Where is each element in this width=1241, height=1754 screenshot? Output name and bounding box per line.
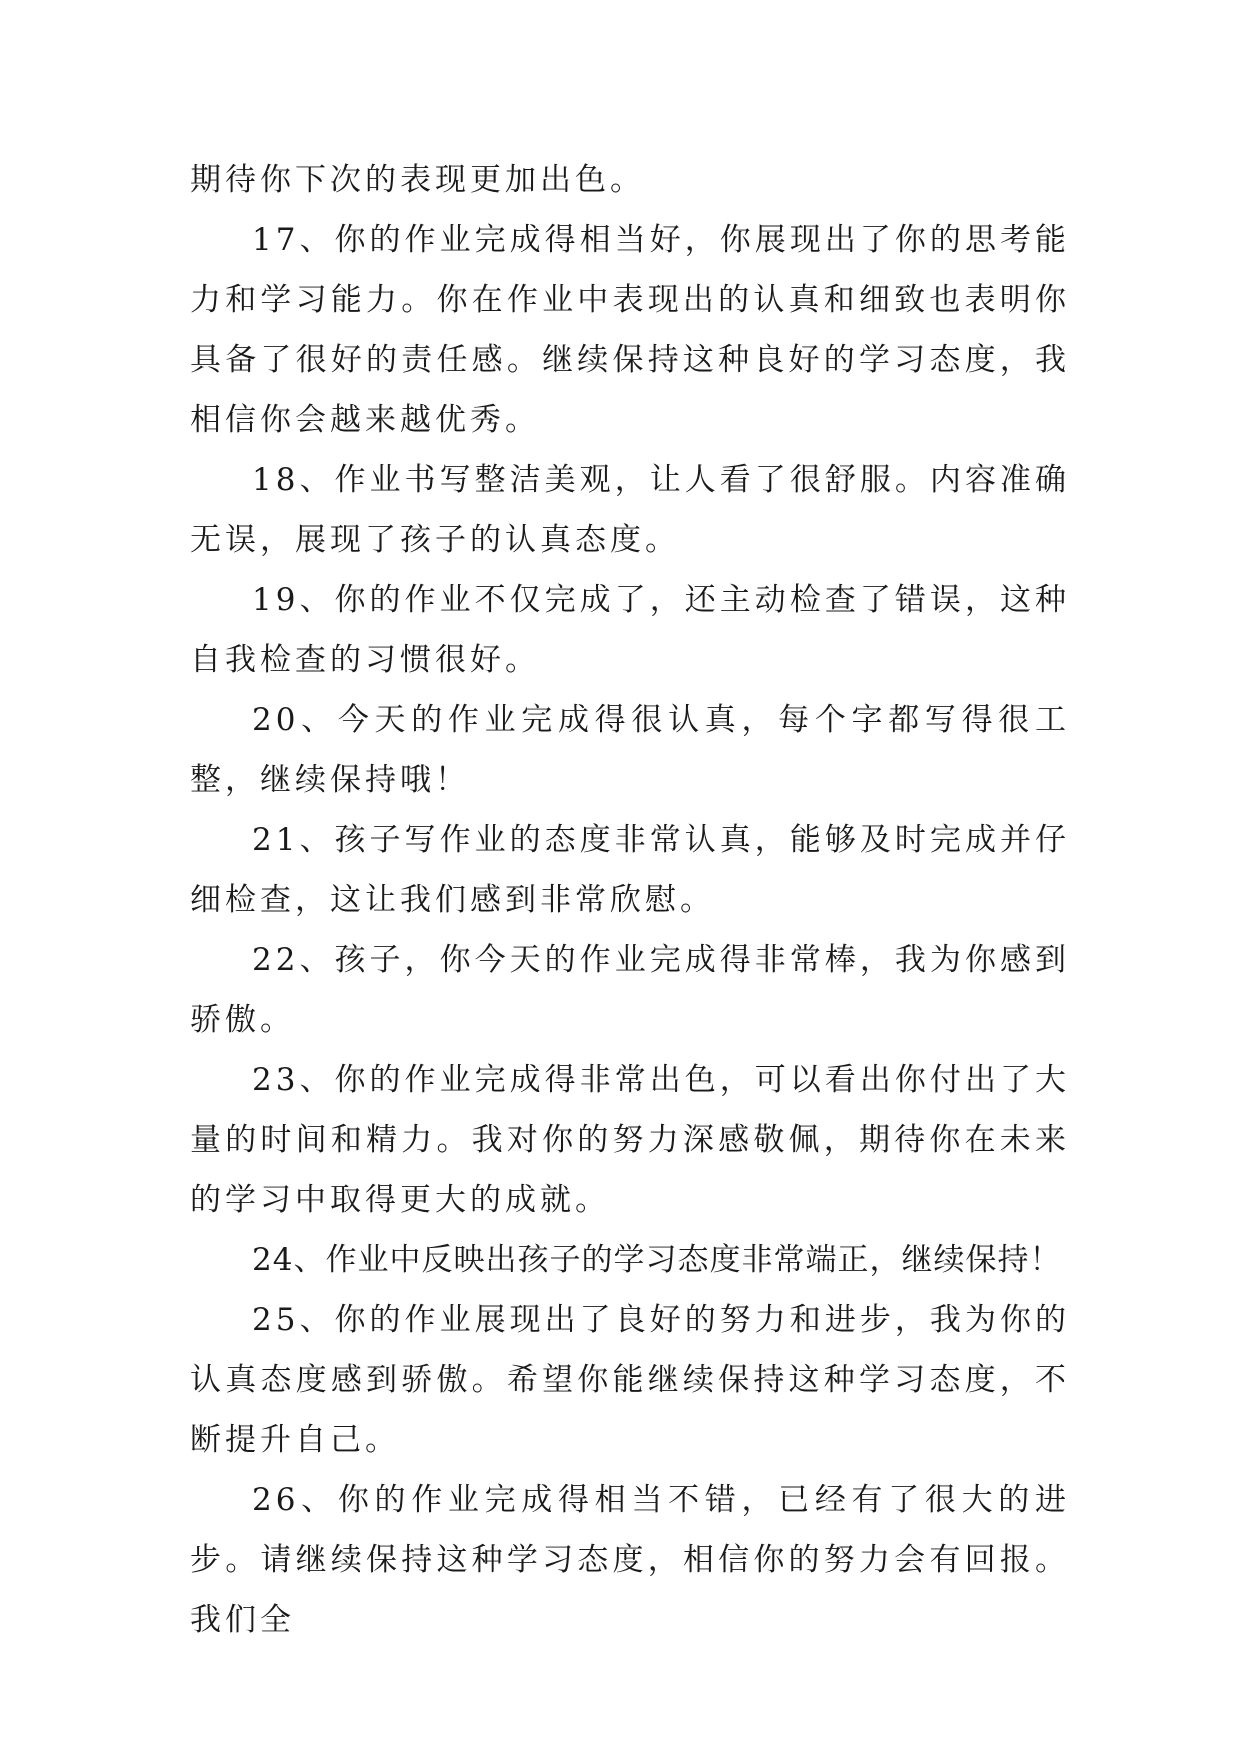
paragraph-19: 19、你的作业不仅完成了，还主动检查了错误，这种自我检查的习惯很好。 [190,582,1070,678]
paragraph-25: 25、你的作业展现出了良好的努力和进步，我为你的认真态度感到骄傲。希望你能继续保持这种学习态度，不断提升自己。 [190,1302,1070,1458]
paragraph-26: 26、你的作业完成得相当不错，已经有了很大的进步。请继续保持这种学习态度，相信你的努力会有回报。我们全 [190,1482,1070,1638]
paragraph-17: 17、你的作业完成得相当好，你展现出了你的思考能力和学习能力。你在作业中表现出的认真和细致也表明你具备了很好的责任感。继续保持这种良好的学习态度，我相信你会越来越优秀。 [190,222,1070,438]
document-body [190,150,1070,1650]
paragraph-22: 22、孩子，你今天的作业完成得非常棒，我为你感到骄傲。 [190,942,1070,1038]
paragraph-continuation: 期待你下次的表现更加出色。 [190,162,645,198]
paragraph-24: 24、作业中反映出孩子的学习态度非常端正，继续保持！ [252,1242,1062,1278]
paragraph-21: 21、孩子写作业的态度非常认真，能够及时完成并仔细检查，这让我们感到非常欣慰。 [190,822,1070,918]
paragraph-20: 20、今天的作业完成得很认真，每个字都写得很工整，继续保持哦！ [190,702,1070,798]
paragraph-18: 18、作业书写整洁美观，让人看了很舒服。内容准确无误，展现了孩子的认真态度。 [190,462,1070,558]
paragraph-23: 23、你的作业完成得非常出色，可以看出你付出了大量的时间和精力。我对你的努力深感敬佩，期待你在未来的学习中取得更大的成就。 [190,1062,1070,1218]
